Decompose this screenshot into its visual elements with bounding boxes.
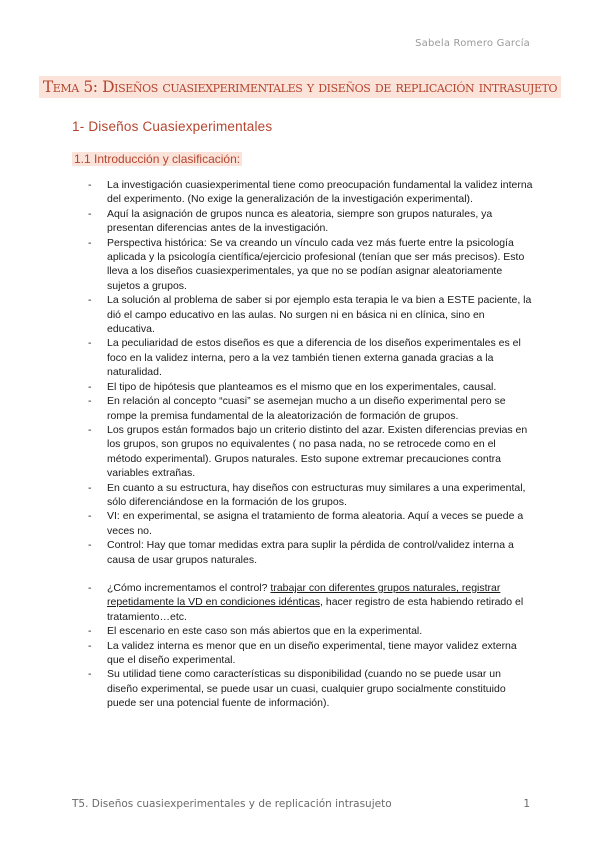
list-item-control — [88, 581, 533, 624]
list-item-text: Los grupos están formados bajo un criterio distinto del azar. Existen diferencias previas en los grupos, son grupos no equivalentes ( no pasa nada, no se retrocede como en el método experimental). Grupos naturales. Esto supone extremar precauciones contra variables extrañas. — [107, 423, 528, 480]
list-item — [88, 207, 533, 236]
list-item — [88, 667, 533, 710]
list-item — [88, 639, 533, 668]
list-item-text: El escenario en este caso son más abiertos que en la experimental. — [107, 625, 423, 638]
bullet-dash: - — [88, 207, 92, 220]
list-item-text: Aquí la asignación de grupos nunca es aleatoria, siempre son grupos naturales, ya presentan diferencias antes de la investigación. — [107, 207, 493, 235]
bullet-dash: - — [88, 380, 92, 393]
list-item-text: La solución al problema de saber si por ejemplo esta terapia le va bien a ESTE paciente, la dió el campo educativo en las aulas. No surgen ni en básica ni en clínica, sino en educativa. — [107, 294, 532, 336]
bullet-dash: - — [88, 625, 92, 638]
bullet-dash: - — [88, 236, 92, 249]
footer-text: T5. Diseños cuasiexperimentales y de replicación intrasujeto — [72, 798, 392, 810]
list-item-text: En cuanto a su estructura, hay diseños con estructuras muy similares a una experimental, sólo diferenciándose en la formación de los grupos. — [107, 481, 526, 508]
list-item-text: VI: en experimental, se asigna el tratamiento de forma aleatoria. Aquí a veces se puede a veces no. — [107, 510, 524, 537]
list-item — [88, 509, 533, 538]
bullet-dash: - — [88, 539, 92, 552]
list-item-text: La peculiaridad de estos diseños es que a diferencia de los diseños experimentales es el foco en la validez interna, pero a la vez también tienen externa ganada gracias a la naturalidad. — [107, 337, 521, 379]
list-item — [88, 481, 533, 510]
bullet-dash: - — [88, 294, 92, 307]
author-name: Sabela Romero García — [415, 38, 530, 49]
list-item — [88, 236, 533, 294]
bullet-dash: - — [88, 639, 92, 652]
bullet-dash: - — [88, 423, 92, 436]
subsection-heading: 1.1 Introducción y clasificación: — [74, 152, 241, 166]
list-item — [88, 394, 533, 423]
list-item-text: Control: Hay que tomar medidas extra para suplir la pérdida de control/validez interna a causa de usar grupos naturales. — [107, 539, 514, 566]
list-item — [88, 538, 533, 567]
bullet-dash: - — [88, 510, 92, 523]
page-footer — [72, 798, 530, 810]
bullet-dash: - — [88, 668, 92, 681]
bullet-dash: - — [88, 581, 92, 594]
control-rest: , hacer registro de esta habiendo retirado el tratamiento…etc. — [107, 596, 524, 623]
list-item-text: La validez interna es menor que en un diseño experimental, tiene mayor validez externa que el diseño experimental. — [107, 639, 517, 666]
list-item-text: En relación al concepto “cuasi” se asemejan mucho a un diseño experimental pero se rompe la premisa fundamental de la aleatorización de formación de grupos. — [107, 395, 506, 422]
list-item — [88, 178, 533, 207]
page-number: 1 — [523, 798, 530, 810]
control-question: ¿Cómo incrementamos el control? — [107, 581, 268, 594]
list-item — [88, 336, 533, 379]
list-item — [88, 293, 533, 336]
underlined-text: trabajar con diferentes grupos naturales, registrar repetidamente la VD en condiciones idénticas — [107, 581, 501, 609]
section-heading: 1- Diseños Cuasiexperimentales — [72, 119, 273, 134]
bullet-dash: - — [88, 481, 92, 494]
list-item — [88, 624, 533, 638]
list-item-text: Su utilidad tiene como características su disponibilidad (cuando no se puede usar un diseño experimental, se puede usar un cuasi, cualquier grupo socialmente constituido puede ser una potencial fuente de información). — [107, 668, 506, 710]
list-item — [88, 380, 533, 394]
document-title: Tema 5: Diseños cuasiexperimentales y diseños de replicación intrasujeto — [39, 76, 561, 98]
list-item-text: La investigación cuasiexperimental tiene como preocupación fundamental la validez interna del experimento. (No exige la generalización de la investigación experimental). — [107, 179, 533, 206]
bullet-dash: - — [88, 179, 92, 191]
list-item — [88, 423, 533, 481]
bullet-dash: - — [88, 337, 92, 350]
bullet-dash: - — [88, 395, 92, 408]
list-item-text: El tipo de hipótesis que planteamos es el mismo que en los experimentales, causal. — [107, 380, 497, 393]
title-container — [0, 76, 600, 98]
bullet-list — [88, 178, 533, 711]
list-item-text: Perspectiva histórica: Se va creando un vínculo cada vez más fuerte entre la psicología aplicada y la psicología científica/ejercicio profesional (tenían que ser más precisos). Esto lleva a los diseños cuasiexperimentales, ya que no se podían asignar aleatoriamente sujetos a grupos. — [107, 236, 525, 292]
